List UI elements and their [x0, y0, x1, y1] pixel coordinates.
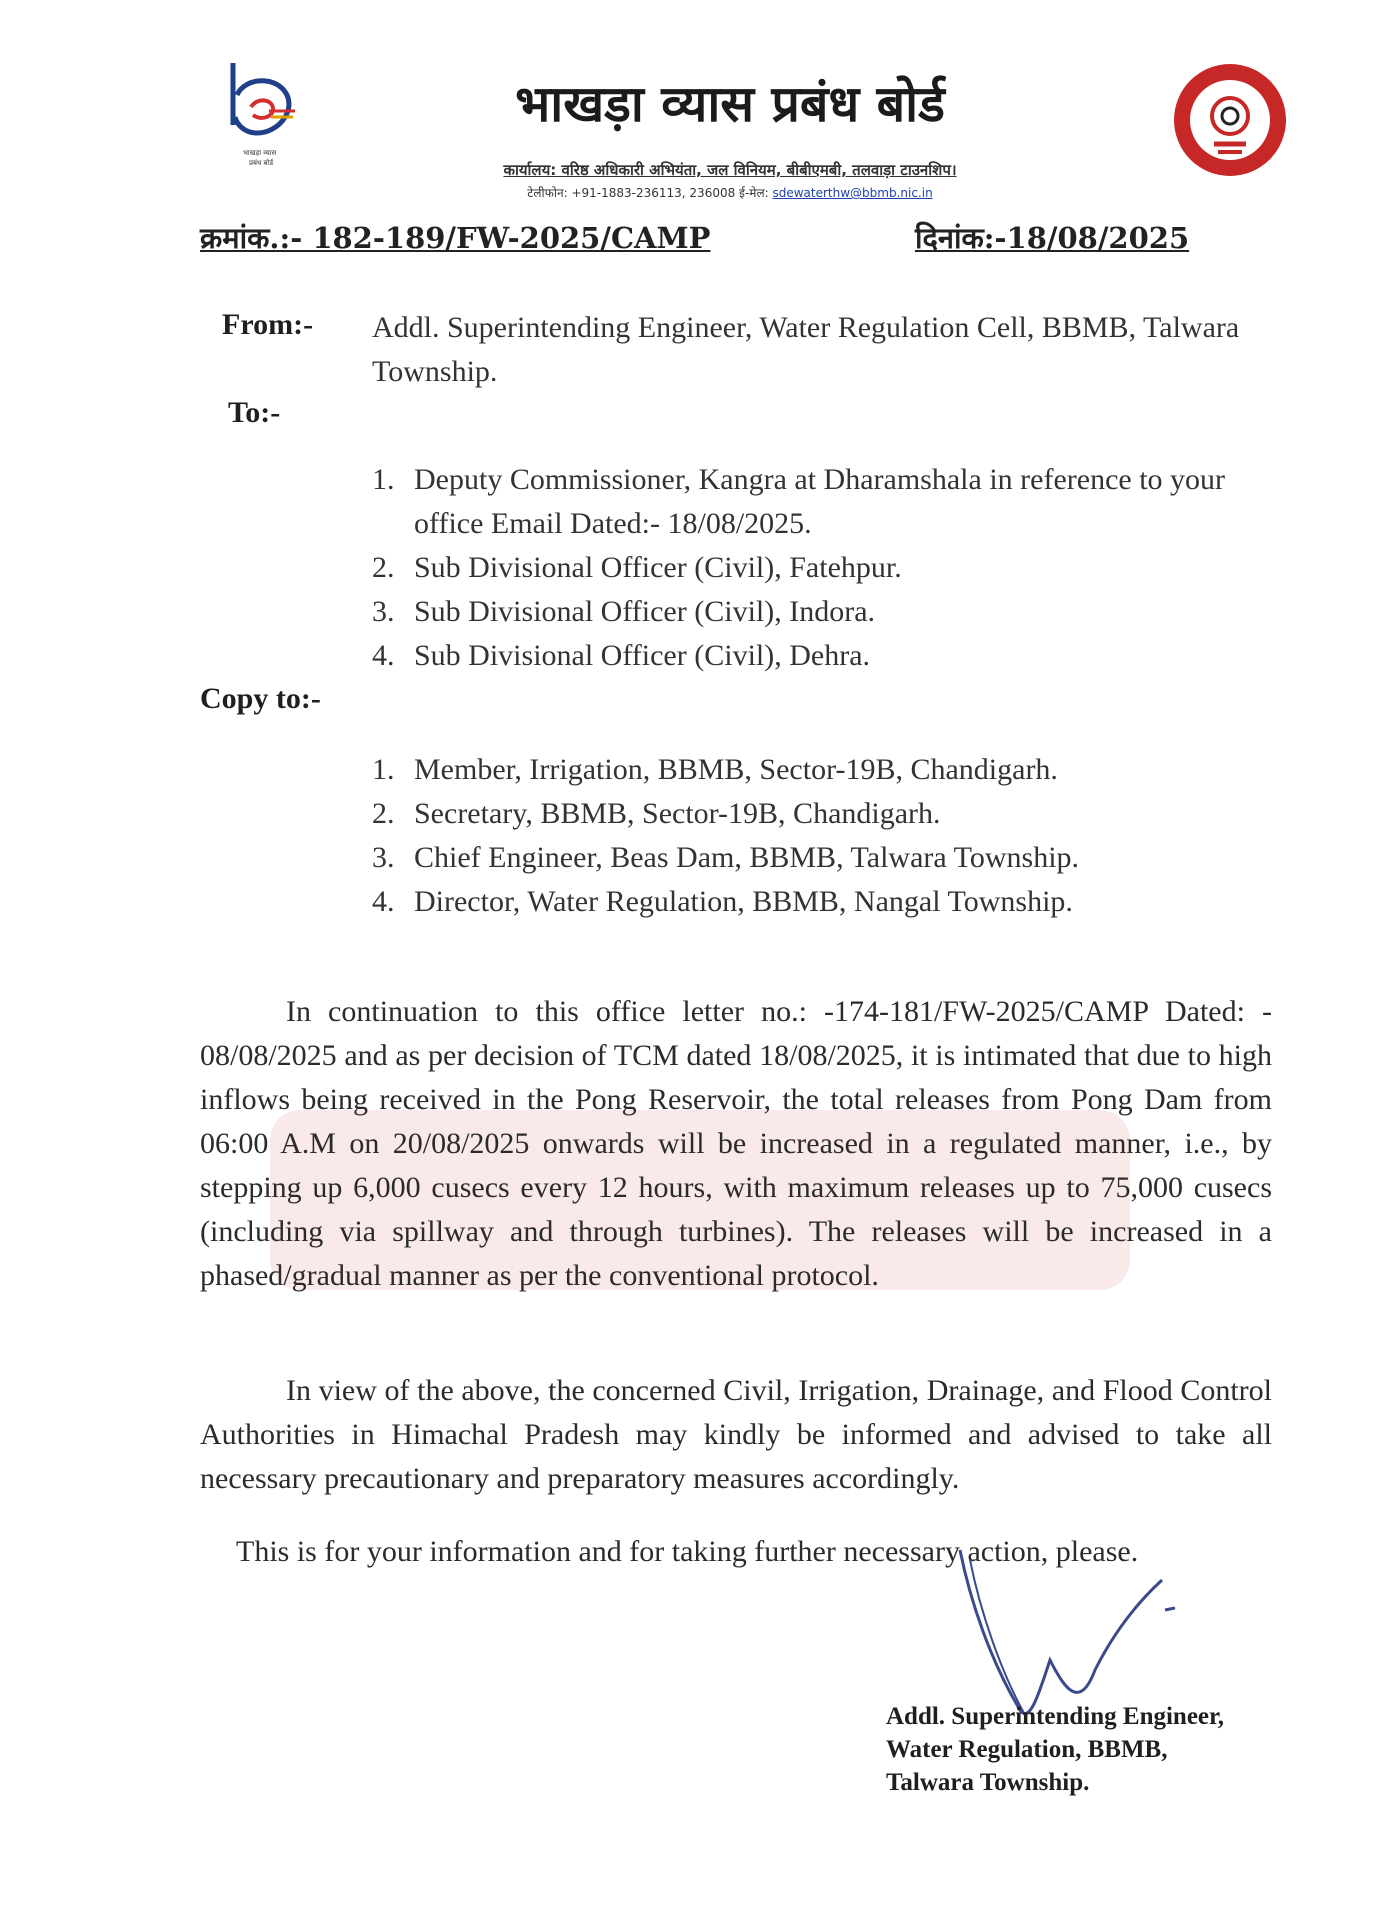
- signatory-department: Water Regulation, BBMB,: [886, 1736, 1168, 1763]
- reference-number: क्रमांक.:- 182-189/FW-2025/CAMP: [200, 221, 711, 255]
- list-item-number: 2.: [372, 551, 395, 584]
- list-item-text: Sub Divisional Officer (Civil), Fatehpur.: [414, 551, 902, 584]
- list-item-number: 2.: [372, 797, 395, 830]
- list-item-text: Secretary, BBMB, Sector-19B, Chandigarh.: [414, 797, 941, 830]
- list-item-text: Member, Irrigation, BBMB, Sector-19B, Chandigarh.: [414, 753, 1058, 786]
- list-item-number: 3.: [372, 595, 395, 628]
- signatory-block: [886, 1700, 1224, 1799]
- list-item-number: 3.: [372, 841, 395, 874]
- list-item: [372, 590, 1272, 634]
- copy-to-label: Copy to:-: [200, 682, 321, 715]
- list-item: [372, 880, 1272, 924]
- list-item-number: 1.: [372, 463, 395, 496]
- signatory-location: Talwara Township.: [886, 1769, 1090, 1796]
- body-paragraph-1: In continuation to this office letter no.: -174-181/FW-2025/CAMP Dated: - 08/08/2025 and as per decision of TCM dated 18/08/2025, it is intimated that due to high inflows being received in the Pong Reservoir, the total releases from Pong Dam from 06:00 A.M on 20/08/2025 onwards will be increased in a regulated manner, i.e., by stepping up 6,000 cusecs every 12 hours, with maximum releases up to 75,000 cusecs (including via spillway and through turbines). The releases will be increased in a phased/gradual manner as per the conventional protocol.: [200, 995, 1272, 1292]
- list-item: [372, 792, 1272, 836]
- list-item-text: Sub Divisional Officer (Civil), Dehra.: [414, 639, 871, 672]
- org-address: कार्यालय: वरिष्ठ अधिकारी अभियंता, जल विनियम, बीबीएमबी, तलवाड़ा टाउनशिप।: [503, 161, 957, 179]
- bbmb-logo: [215, 55, 325, 185]
- list-item-number: 4.: [372, 885, 395, 918]
- list-item: [372, 546, 1272, 590]
- svg-text:प्रबंध बोर्ड: प्रबंध बोर्ड: [249, 159, 274, 167]
- signatory-title: Addl. Superintending Engineer,: [886, 1703, 1225, 1730]
- to-label: To:-: [228, 396, 281, 429]
- recipient-list: [372, 458, 1272, 678]
- body-paragraph-2: In view of the above, the concerned Civil, Irrigation, Drainage, and Flood Control Authorities in Himachal Pradesh may kindly be informed and advised to take all necessary precautionary and preparatory measures accordingly.: [200, 1374, 1272, 1495]
- from-text: Addl. Superintending Engineer, Water Regulation Cell, BBMB, Talwara Township.: [372, 311, 1240, 388]
- list-item: [372, 458, 1272, 546]
- list-item-number: 4.: [372, 639, 395, 672]
- closing-line: This is for your information and for taking further necessary action, please.: [236, 1535, 1139, 1568]
- list-item: [372, 634, 1272, 678]
- list-item-text: Chief Engineer, Beas Dam, BBMB, Talwara Township.: [414, 841, 1080, 874]
- list-item-number: 1.: [372, 753, 395, 786]
- list-item: [372, 748, 1272, 792]
- org-contact: [330, 184, 1130, 201]
- reference-date: दिनांक:-18/08/2025: [915, 221, 1190, 255]
- list-item-text: Sub Divisional Officer (Civil), Indora.: [414, 595, 876, 628]
- copy-to-list: [372, 748, 1272, 924]
- seal-icon: [1170, 60, 1290, 180]
- contact-email-link[interactable]: sdewaterthw@bbmb.nic.in: [772, 186, 933, 200]
- from-label: From:-: [222, 308, 314, 341]
- org-name: भाखड़ा व्यास प्रबंध बोर्ड: [515, 75, 945, 133]
- list-item-text: Director, Water Regulation, BBMB, Nangal Township.: [414, 885, 1073, 918]
- list-item: [372, 836, 1272, 880]
- list-item-text: Deputy Commissioner, Kangra at Dharamshala in reference to your office Email Dated:- 18/08/2025.: [414, 463, 1226, 540]
- svg-text:भाखड़ा व्यास: भाखड़ा व्यास: [243, 149, 277, 157]
- contact-phone: टेलीफोन: +91-1883-236113, 236008 ई-मेल:: [527, 186, 769, 200]
